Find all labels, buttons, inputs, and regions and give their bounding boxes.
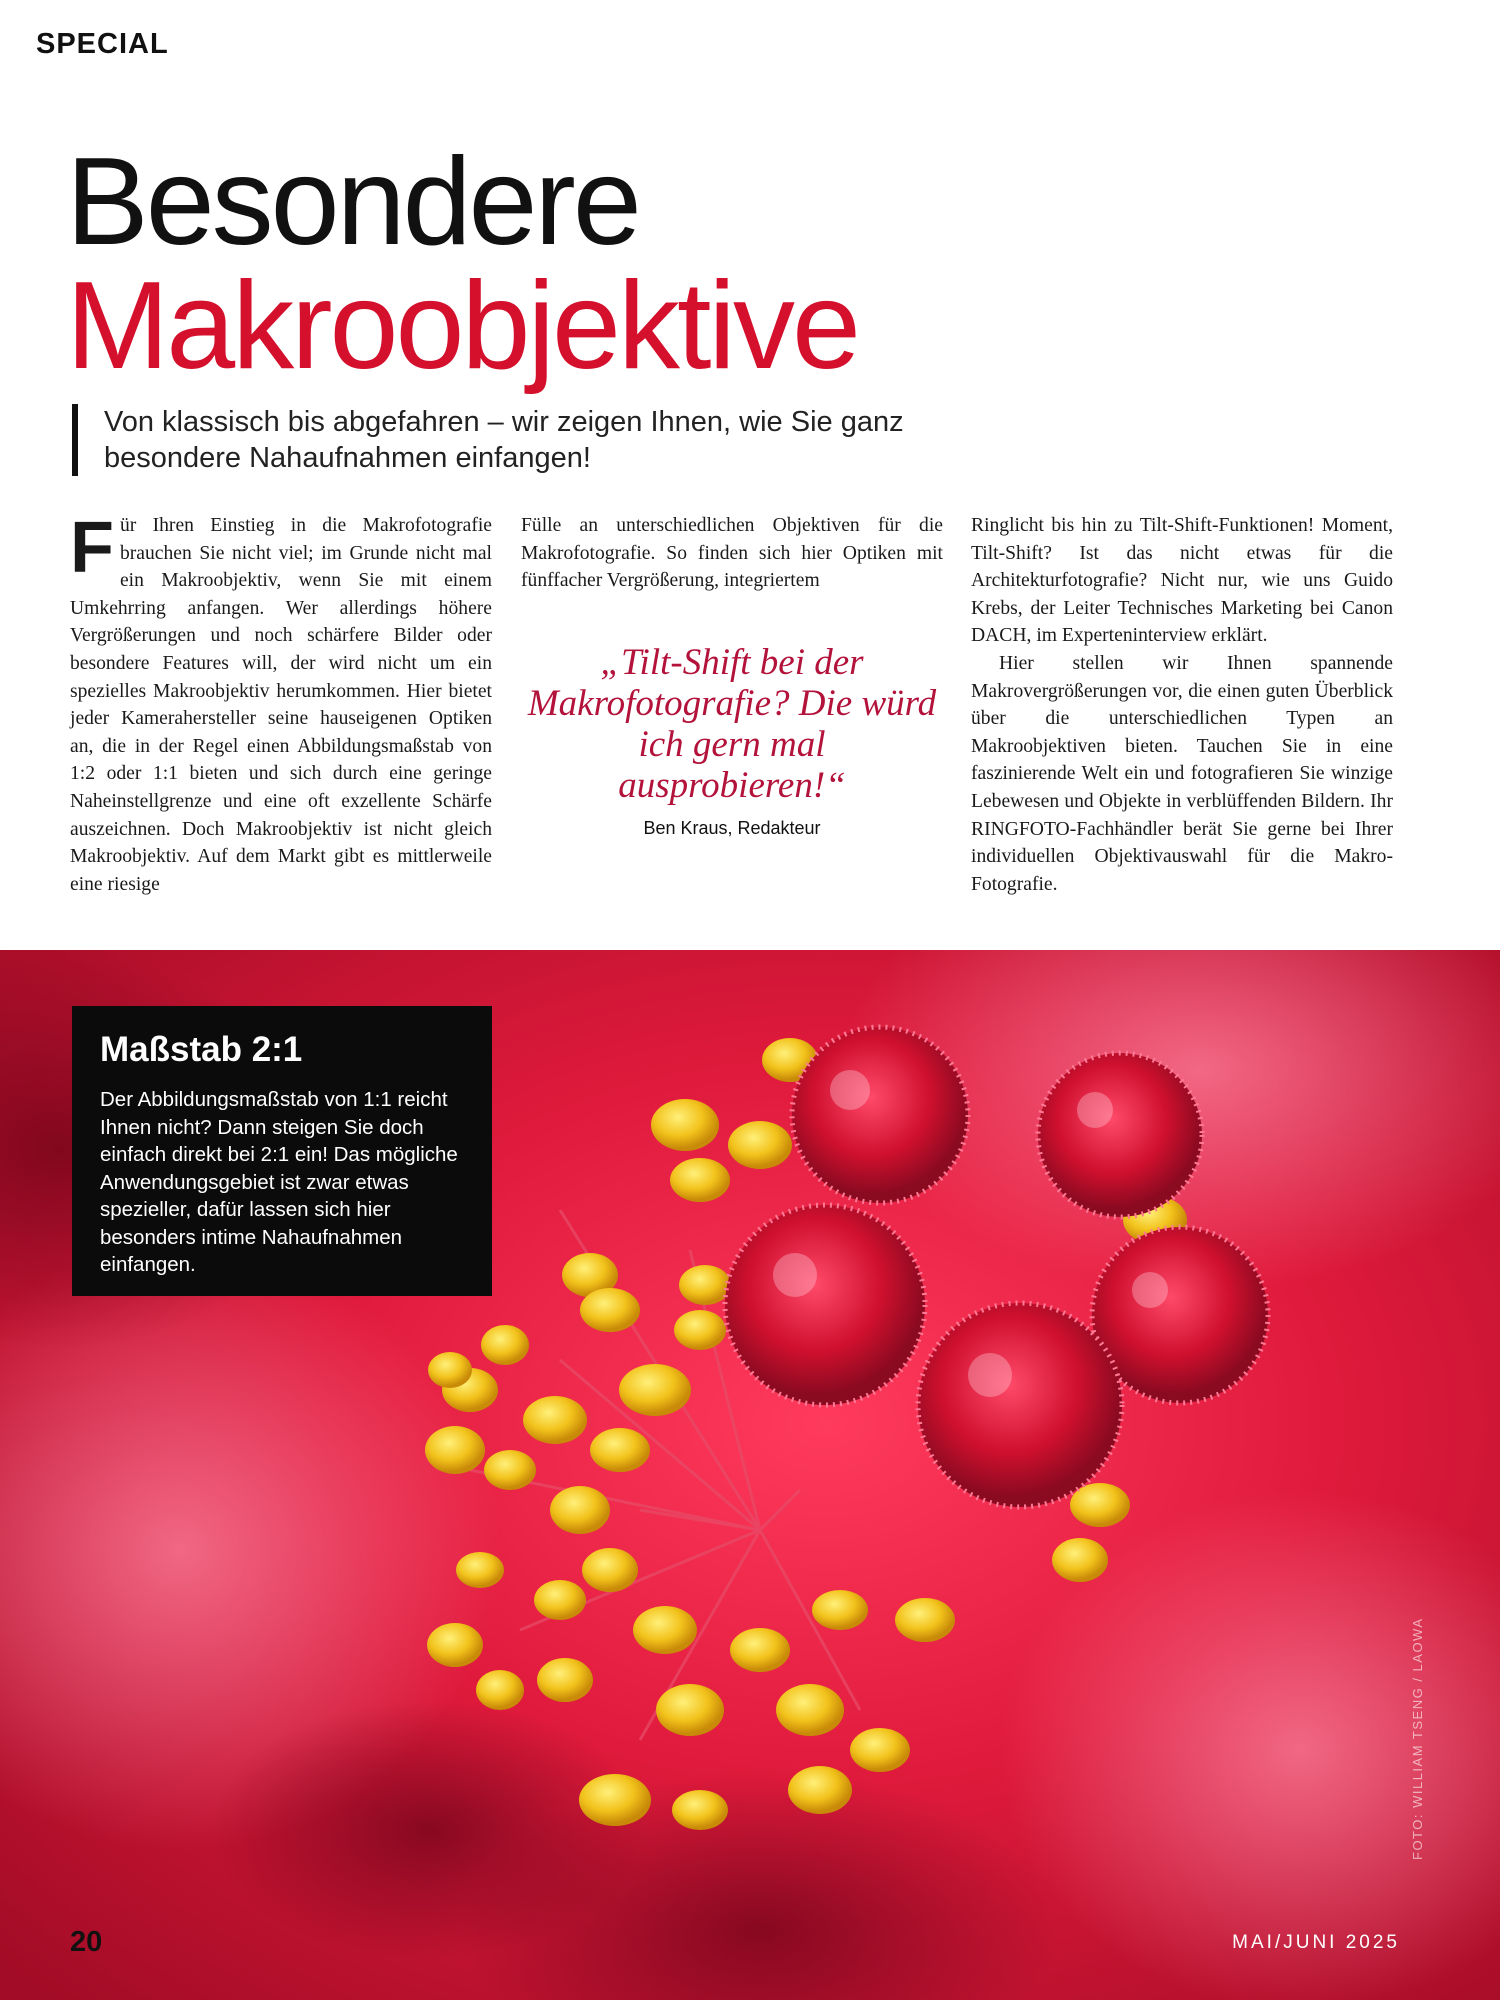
column-2-text: Fülle an unterschiedlichen Objektiven für die Makrofotografie. So finden sich hier Optiken mit fünffacher Vergrößerung, integriertem (521, 515, 943, 592)
page-number: 20 (70, 1926, 103, 1958)
drop-cap: F (70, 508, 114, 588)
pull-quote (521, 642, 943, 839)
pull-quote-text: „Tilt-Shift bei der Makrofotografie? Die würd ich gern mal ausprobieren!“ (527, 642, 937, 806)
info-box-magnification (72, 1006, 492, 1296)
article-column-2 (521, 512, 943, 595)
column-1-text: ür Ihren Einstieg in die Makrofotografie brauchen Sie nicht viel; im Grunde nicht mal ein Makroobjektiv, wenn Sie mit einem Umkehrring anfangen. Wer allerdings höhere Vergrößerungen und noch schärfere Bilder oder besondere Features will, der wird nicht um ein spezielles Makroobjektiv herumkommen. Hier bietet jeder Kamerahersteller seine hauseigenen Optiken an, die in der Regel einen Abbildungsmaßstab von 1:2 oder 1:1 bieten und sich durch eine geringe Naheinstellgrenze und eine oft exzellente Schärfe auszeichnen. Doch Makroobjektiv ist nicht gleich Makroobjektiv. Auf dem Markt gibt es mittlerweile eine riesige (70, 515, 492, 895)
article-headline (66, 133, 858, 395)
info-box-body: Der Abbildungsmaßstab von 1:1 reicht Ihnen nicht? Dann steigen Sie doch einfach direkt bei 2:1 ein! Das mögliche Anwendungsgebiet ist zwar etwas spezieller, dafür lassen sich hier besonders intime Nahaufnahmen einfangen. (100, 1088, 458, 1276)
article-column-1 (70, 508, 492, 898)
pull-quote-author: Ben Kraus, Redakteur (643, 818, 821, 838)
column-3-paragraph-1: Ringlicht bis hin zu Tilt-Shift-Funktionen! Moment, Tilt-Shift? Ist das nicht etwas für die Architekturfotografie? Nicht nur, wie uns Guido Krebs, der Leiter Technisches Marketing bei Canon DACH, im Experteninterview erklärt. (971, 515, 1393, 647)
column-3-paragraph-2: Hier stellen wir Ihnen spannende Makrovergrößerungen vor, die einen guten Überblick über die unterschiedlichen Typen an Makroobjektiven bieten. Tauchen Sie in eine faszinierende Welt ein und fotografieren Sie winzige Lebewesen und Objekte in verblüffenden Bildern. Ihr RINGFOTO-Fachhändler berät Sie gerne bei Ihrer individuellen Objektivauswahl für die Makro-Fotografie. (971, 652, 1393, 895)
article-column-3 (971, 512, 1393, 898)
headline-line-2: Makroobjektive (66, 257, 858, 395)
photo-credit: FOTO: WILLIAM TSENG / LAOWA (1410, 1617, 1425, 1860)
lead-paragraph: Von klassisch bis abgefahren – wir zeigen Ihnen, wie Sie ganz besondere Nahaufnahmen einfangen! (72, 404, 984, 476)
section-label: SPECIAL (36, 28, 169, 60)
issue-date: MAI/JUNI 2025 (1232, 1932, 1400, 1953)
info-box-title: Maßstab 2:1 (100, 1030, 303, 1069)
headline-line-1: Besondere (66, 133, 639, 271)
